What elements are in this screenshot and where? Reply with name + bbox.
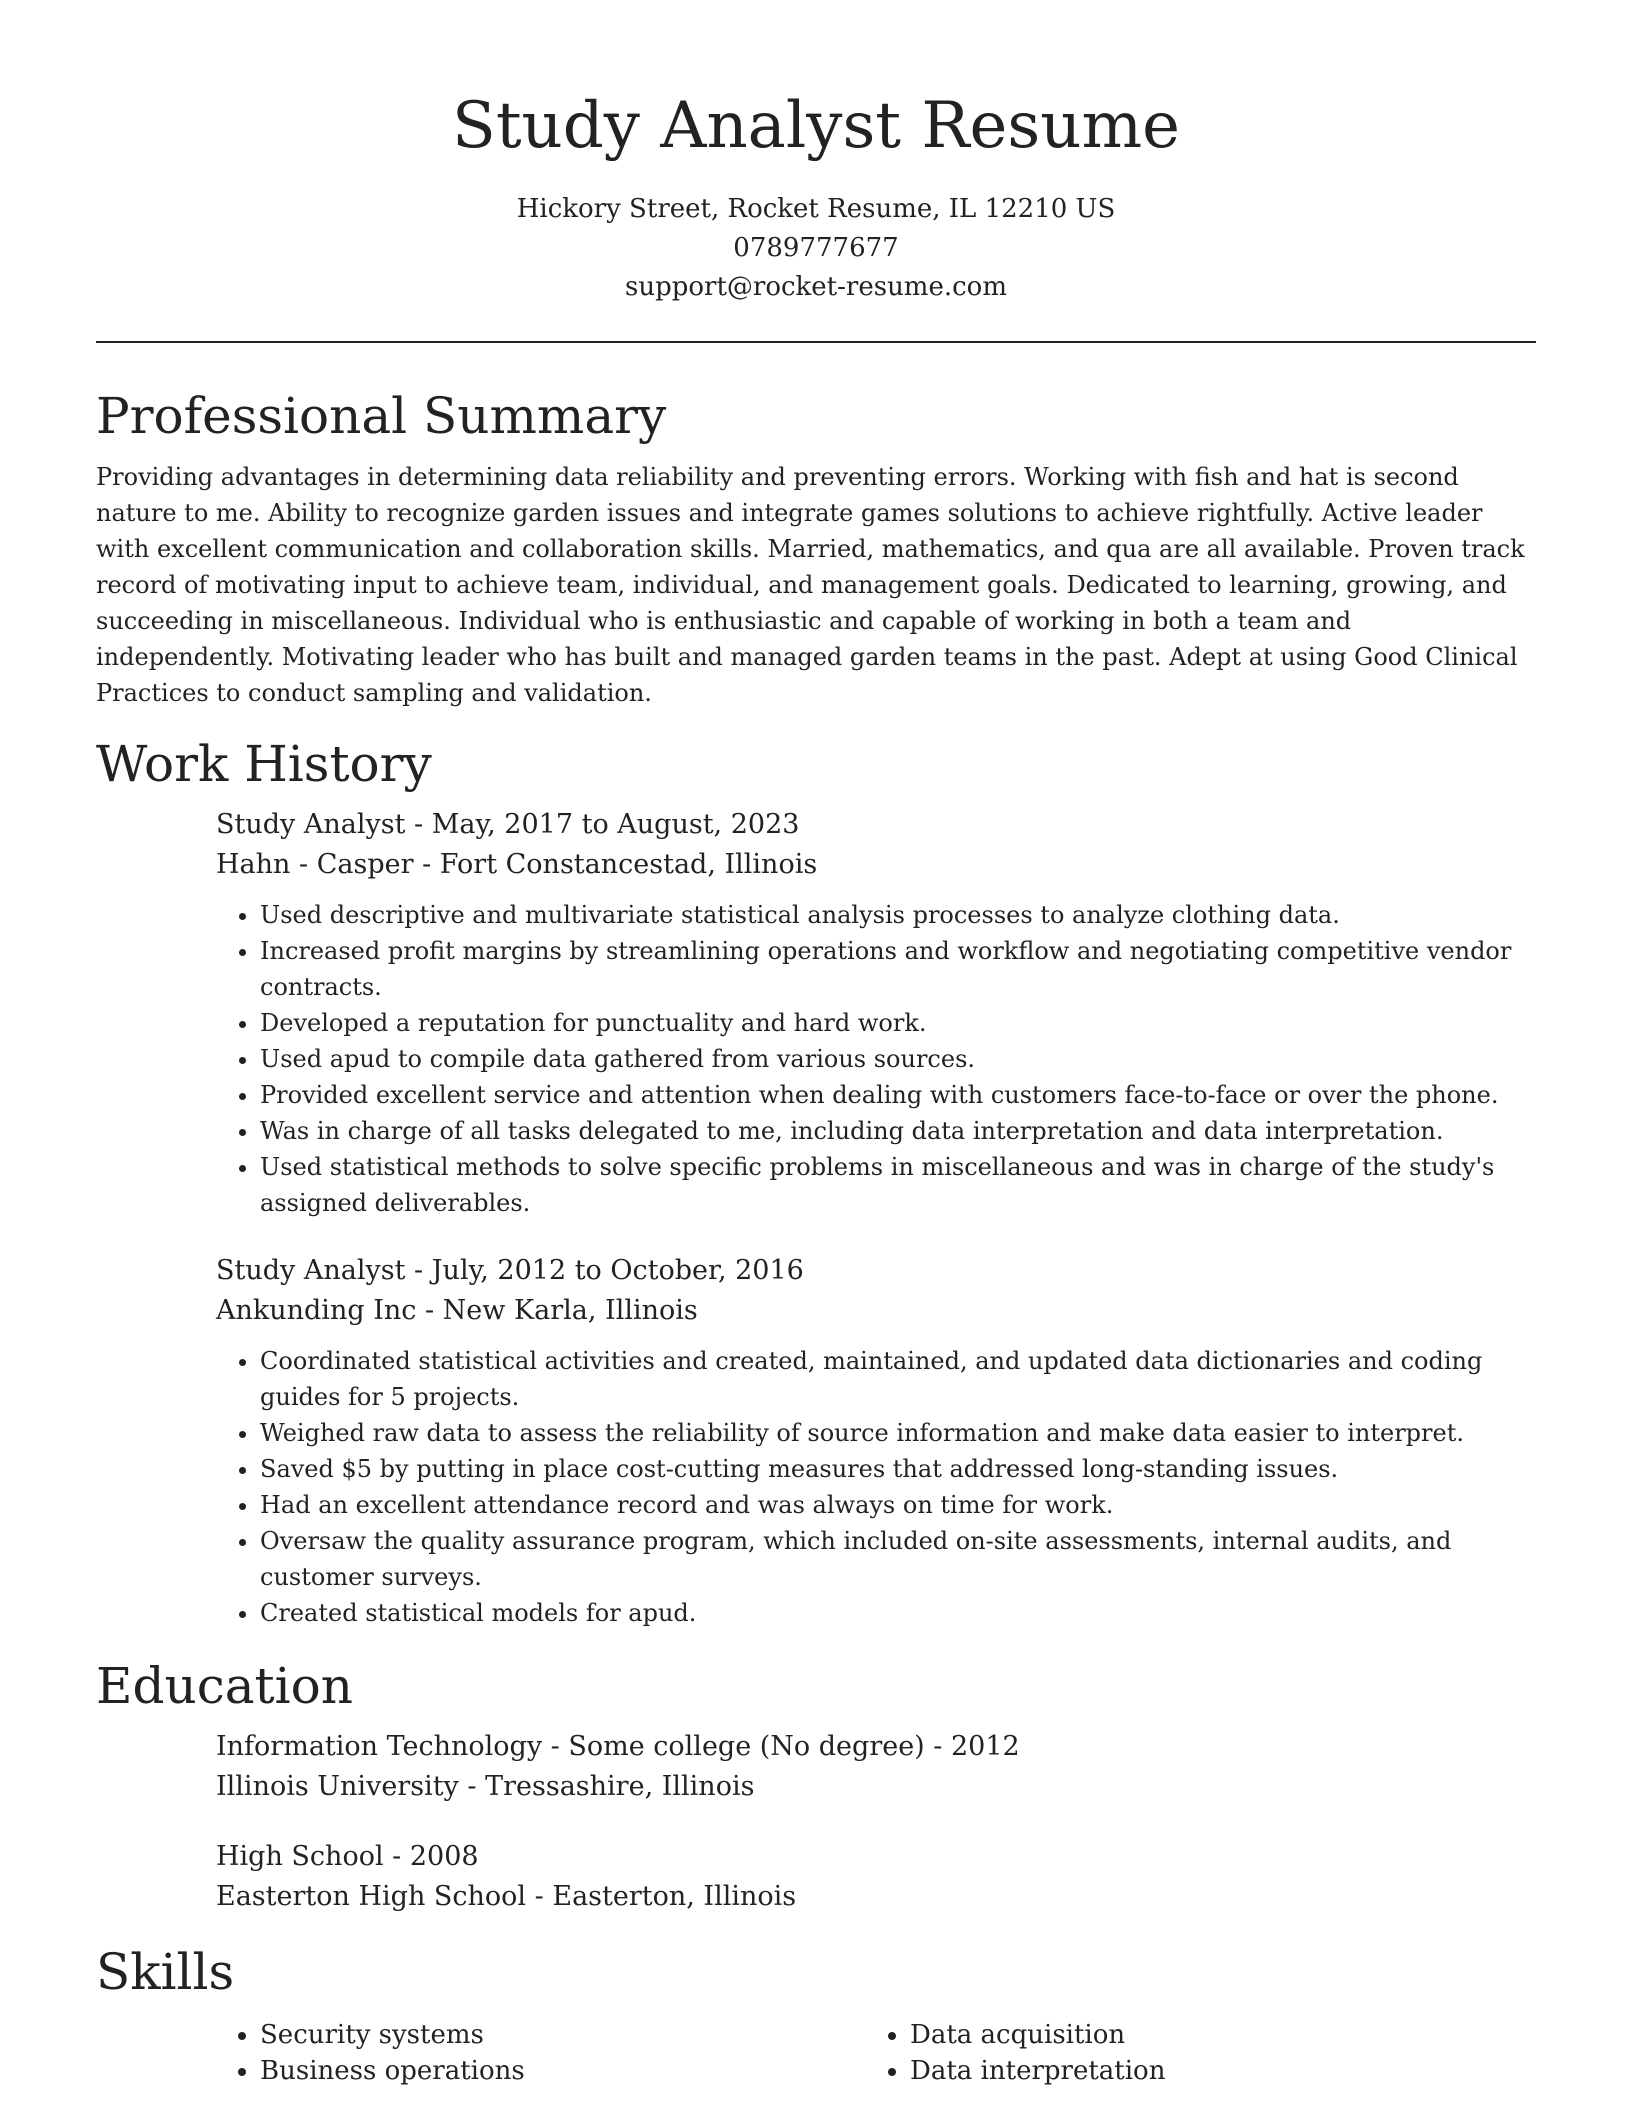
job-company-line <box>216 1291 1536 1331</box>
job-dates: - July, 2012 to October, 2016 <box>405 1255 804 1286</box>
degree-line <box>216 1837 1536 1877</box>
job-role: Study Analyst <box>216 809 406 840</box>
degree: High School <box>216 1841 384 1872</box>
job-bullet: • Was in charge of all tasks delegated to me, including data interpretation and data interpretation. <box>260 1113 1536 1149</box>
skills-column-left <box>216 2017 866 2089</box>
degree-line <box>216 1727 1536 1767</box>
address: Hickory Street, Rocket Resume, IL 12210 US <box>516 194 1116 224</box>
job-entry <box>216 1251 1536 1631</box>
school-location: - Tressashire, Illinois <box>458 1771 755 1802</box>
education-entry <box>216 1727 1536 1807</box>
skills-column-right <box>866 2017 1516 2089</box>
job-company: Ankunding Inc <box>216 1295 417 1326</box>
summary-heading: Professional Summary <box>96 387 667 445</box>
job-bullet: • Used descriptive and multivariate statistical analysis processes to analyze clothing data. <box>260 897 1536 933</box>
education-entry <box>216 1837 1536 1917</box>
skills-heading: Skills <box>96 1943 235 2001</box>
work-history-section <box>96 731 1536 1631</box>
degree: Information Technology - Some college (No degree) <box>216 1731 925 1762</box>
job-bullet: • Had an excellent attendance record and was always on time for work. <box>260 1487 1536 1523</box>
job-location: - New Karla, Illinois <box>416 1295 698 1326</box>
job-title-line <box>216 1251 1536 1291</box>
phone: 0789777677 <box>733 233 899 263</box>
job-entry <box>216 805 1536 1221</box>
summary-section <box>96 383 1536 711</box>
header-divider <box>96 341 1536 343</box>
degree-year: - 2008 <box>383 1841 479 1872</box>
resume-header <box>0 0 1632 307</box>
job-company-line <box>216 845 1536 885</box>
degree-year: - 2012 <box>924 1731 1020 1762</box>
school-line <box>216 1877 1536 1917</box>
job-bullet: • Developed a reputation for punctuality and hard work. <box>260 1005 1536 1041</box>
school-location: - Easterton, Illinois <box>526 1881 797 1912</box>
job-bullet: • Created statistical models for apud. <box>260 1595 1536 1631</box>
job-role: Study Analyst <box>216 1255 406 1286</box>
school-line <box>216 1767 1536 1807</box>
job-bullet: • Used apud to compile data gathered from various sources. <box>260 1041 1536 1077</box>
skill-item: • Business operations <box>260 2053 866 2089</box>
skill-item: • Security systems <box>260 2017 866 2053</box>
school: Easterton High School <box>216 1881 527 1912</box>
education-heading: Education <box>96 1657 353 1715</box>
education-section <box>96 1653 1536 1917</box>
job-bullets <box>216 897 1536 1221</box>
job-bullet: • Used statistical methods to solve specific problems in miscellaneous and was in charge of the study's assigned deliverables. <box>260 1149 1536 1221</box>
job-bullet: • Saved $5 by putting in place cost-cutting measures that addressed long-standing issues. <box>260 1451 1536 1487</box>
job-bullet: • Weighed raw data to assess the reliability of source information and make data easier to interpret. <box>260 1415 1536 1451</box>
skills-grid <box>216 2017 1536 2089</box>
summary-text: Providing advantages in determining data reliability and preventing errors. Working with fish and hat is second nature to me. Ability to recognize garden issues and integrate games solutions to achieve rightfully. Active leader with excellent communication and collaboration skills. Married, mathematics, and qua are all available. Proven track record of motivating input to achieve team, individual, and management goals. Dedicated to learning, growing, and succeeding in miscellaneous. Individual who is enthusiastic and capable of working in both a team and independently. Motivating leader who has built and managed garden teams in the past. Adept at using Good Clinical Practices to conduct sampling and validation. <box>96 463 1525 707</box>
job-location: - Fort Constancestad, Illinois <box>413 849 818 880</box>
job-bullet: • Oversaw the quality assurance program, which included on-site assessments, internal audits, and customer surveys. <box>260 1523 1536 1595</box>
job-bullet: • Provided excellent service and attention when dealing with customers face-to-face or over the phone. <box>260 1077 1536 1113</box>
skill-item: • Data interpretation <box>910 2053 1516 2089</box>
job-bullet: • Increased profit margins by streamlining operations and workflow and negotiating competitive vendor contracts. <box>260 933 1536 1005</box>
contact-block <box>0 190 1632 307</box>
skills-section <box>96 1939 1536 2089</box>
resume-title: Study Analyst Resume <box>451 89 1181 163</box>
job-title-line <box>216 805 1536 845</box>
email: support@rocket-resume.com <box>624 272 1007 302</box>
job-bullet: • Coordinated statistical activities and created, maintained, and updated data dictionaries and coding guides for 5 projects. <box>260 1343 1536 1415</box>
work-history-heading: Work History <box>96 735 432 793</box>
job-bullets <box>216 1343 1536 1631</box>
skill-item: • Data acquisition <box>910 2017 1516 2053</box>
job-dates: - May, 2017 to August, 2023 <box>405 809 800 840</box>
job-company: Hahn - Casper <box>216 849 414 880</box>
school: Illinois University <box>216 1771 459 1802</box>
